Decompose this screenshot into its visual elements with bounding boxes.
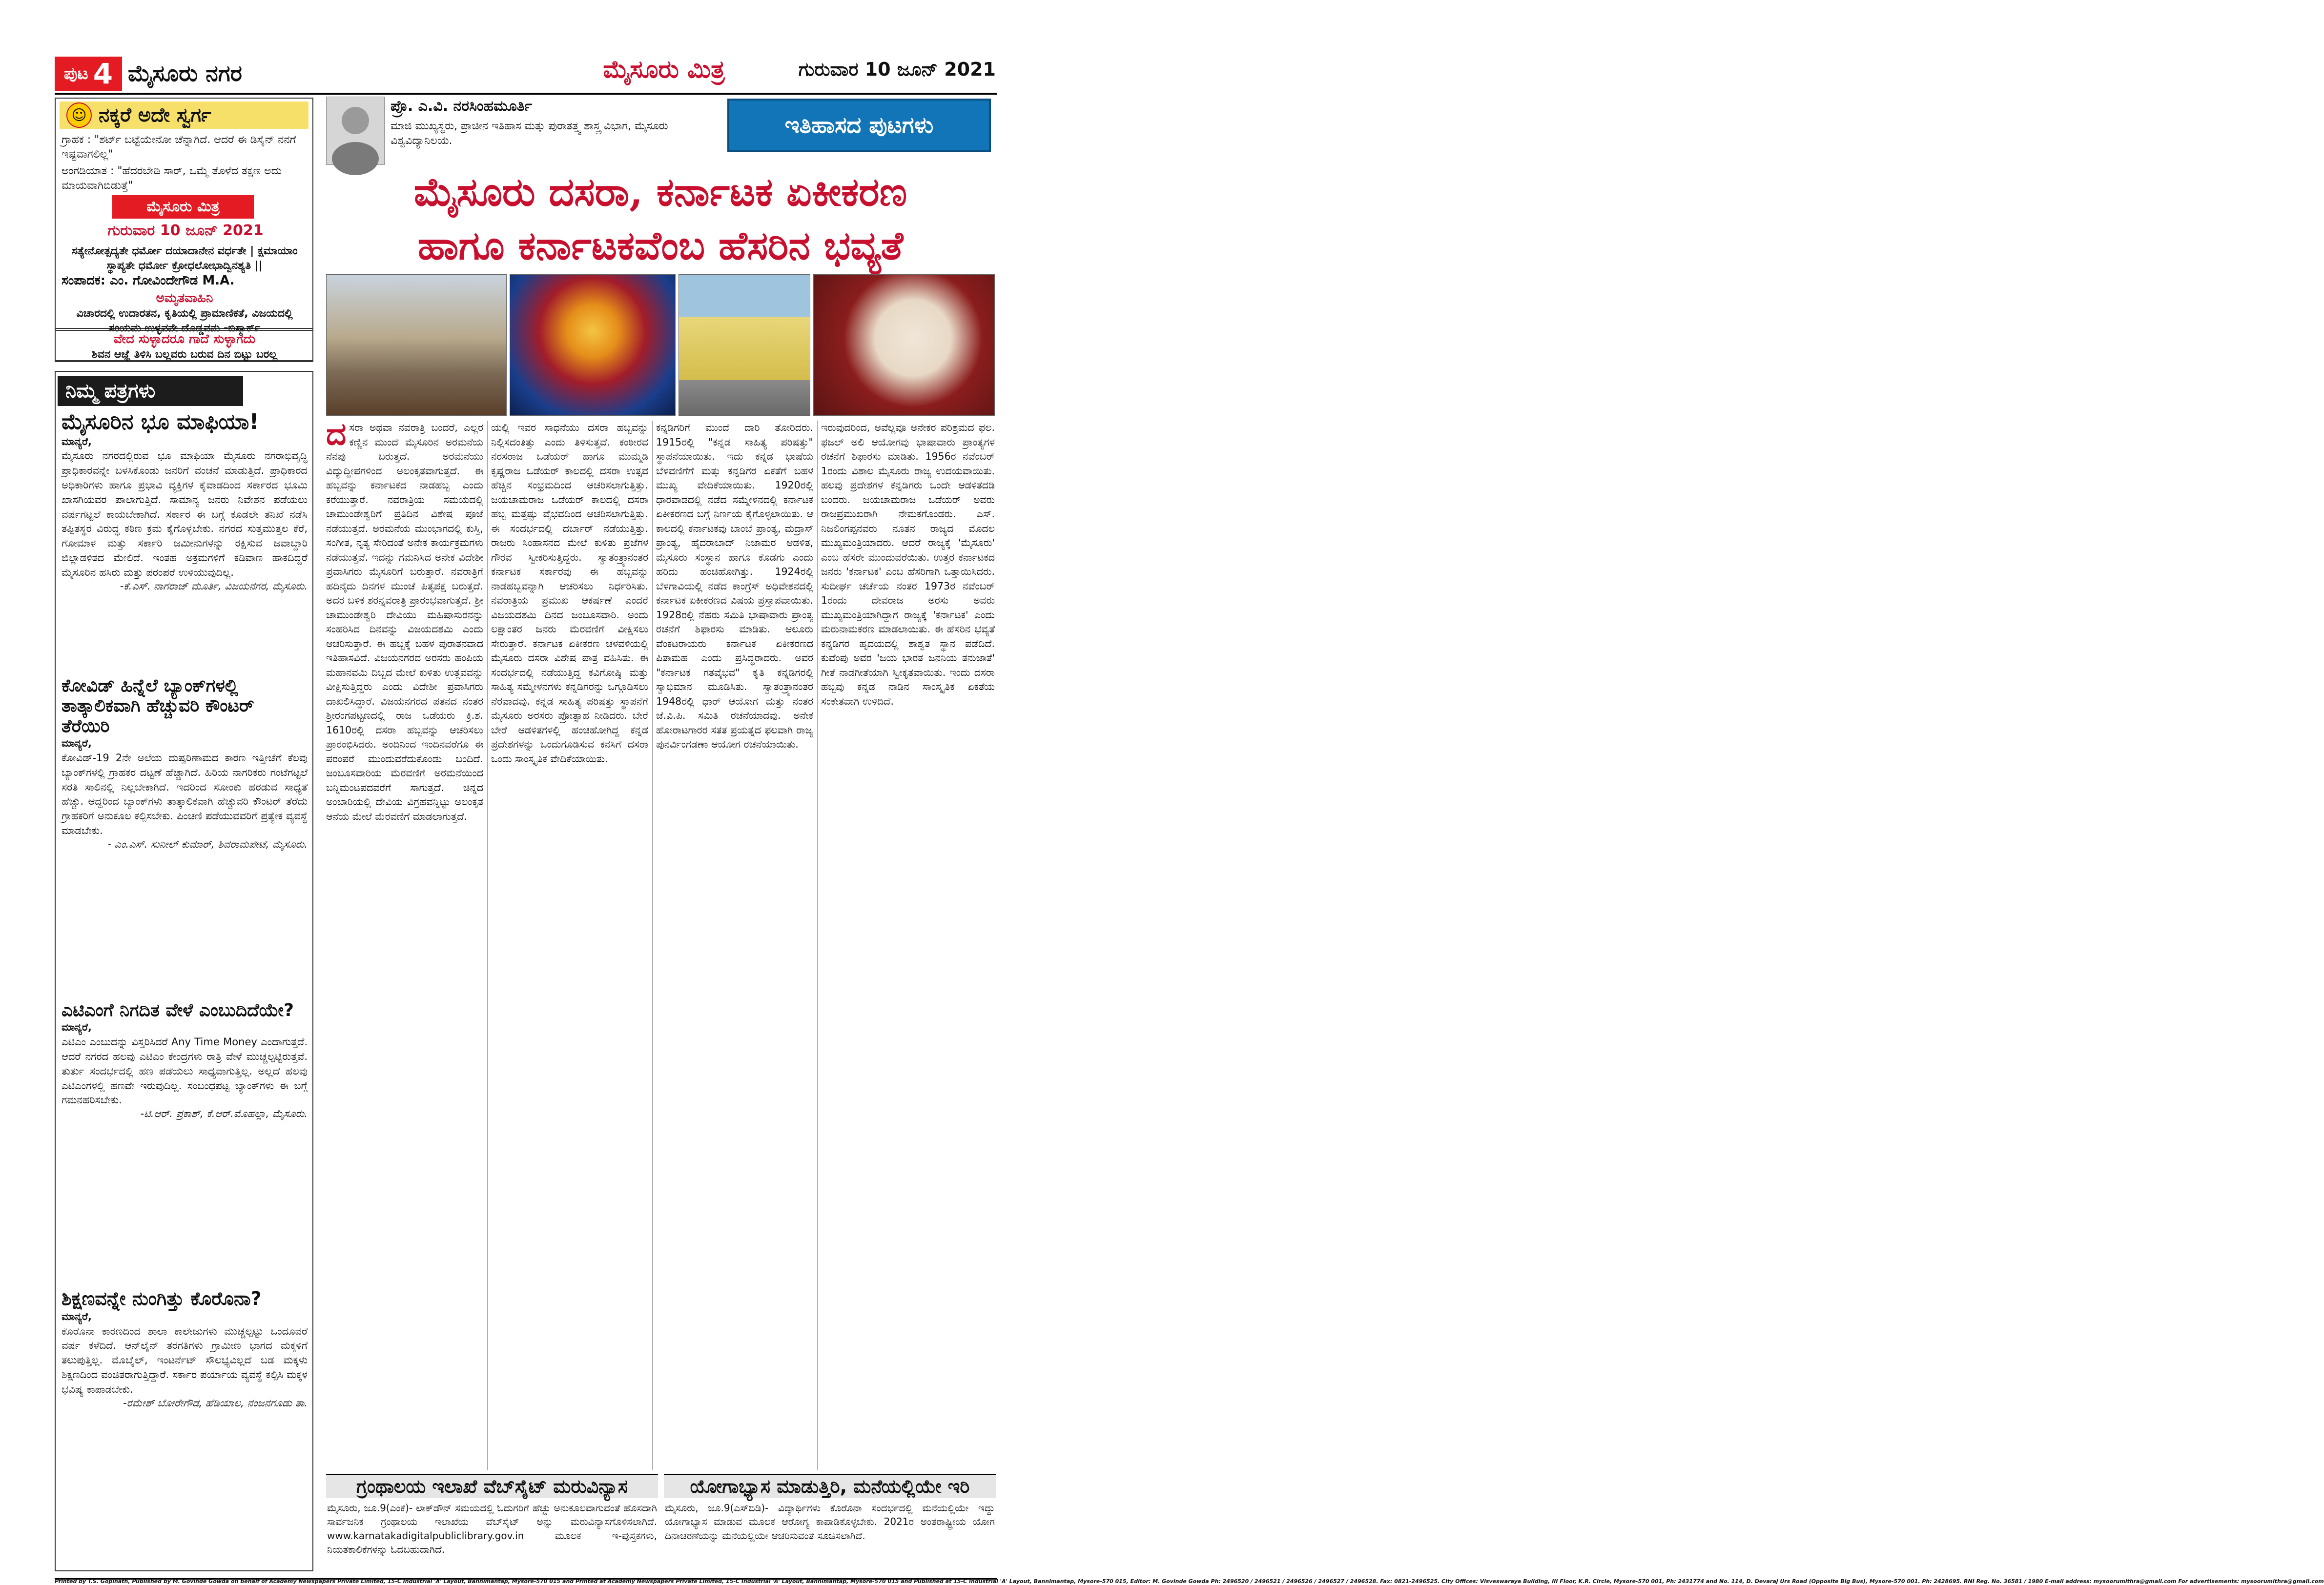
author-photo xyxy=(326,97,385,165)
letter-signature: -ಟಿ.ಆರ್. ಪ್ರಕಾಶ್, ಕೆ.ಆರ್.ಮೊಹಲ್ಲಾ, ಮೈಸೂರು. xyxy=(140,1108,308,1120)
person-silhouette-icon xyxy=(327,97,384,164)
article-headline xyxy=(326,165,995,274)
humor-box-header xyxy=(60,102,308,129)
article-column-4: ಇರುವುದರಿಂದ, ಅವೆಲ್ಲವೂ ಅನೇಕರ ಪರಿಶ್ರಮದ ಫಲ. ಫಜಲ್ ಅಲಿ ಆಯೋಗವು ಭಾಷಾವಾರು ಪ್ರಾಂತ್ಯಗಳ ರಚನೆಗೆ ಶಿಫಾರಸು ಮಾಡಿತು. 1956ರ ನವೆಂಬರ್ 1ರಂದು ವಿಶಾಲ ಮೈಸೂರು ರಾಜ್ಯ ಉದಯವಾಯಿತು. ಹಲವು ಪ್ರದೇಶಗಳ ಕನ್ನಡಿಗರು ಒಂದೇ ಆಡಳಿತದಡಿ ಬಂದರು. ಜಯಚಾಮರಾಜ ಒಡೆಯರ್ ಅವರು ರಾಜಪ್ರಮುಖರಾಗಿ ನೇಮಕಗೊಂಡರು. ಎಸ್. ನಿಜಲಿಂಗಪ್ಪನವರು ನೂತನ ರಾಜ್ಯದ ಮೊದಲ ಮುಖ್ಯಮಂತ್ರಿಯಾದರು. ಆದರೆ ರಾಜ್ಯಕ್ಕೆ 'ಮೈಸೂರು' ಎಂಬ ಹೆಸರೇ ಮುಂದುವರೆಯಿತು. ಉತ್ತರ ಕರ್ನಾಟಕದ ಜನರು 'ಕರ್ನಾಟಕ' ಎಂಬ ಹೆಸರಿಗಾಗಿ ಒತ್ತಾಯಿಸಿದರು. ಸುದೀರ್ಘ ಚರ್ಚೆಯ ನಂತರ 1973ರ ನವೆಂಬರ್ 1ರಂದು ದೇವರಾಜ ಅರಸು ಅವರು ಮುಖ್ಯಮಂತ್ರಿಯಾಗಿದ್ದಾಗ ರಾಜ್ಯಕ್ಕೆ 'ಕರ್ನಾಟಕ' ಎಂದು ಮರುನಾಮಕರಣ ಮಾಡಲಾಯಿತು. ಈ ಹೆಸರಿನ ಭವ್ಯತೆ ಕನ್ನಡಿಗರ ಹೃದಯದಲ್ಲಿ ಶಾಶ್ವತ ಸ್ಥಾನ ಪಡೆದಿದೆ. ಕುವೆಂಪು ಅವರ 'ಜಯ ಭಾರತ ಜನನಿಯ ತನುಜಾತೆ' ಗೀತೆ ನಾಡಗೀತೆಯಾಗಿ ಸ್ವೀಕೃತವಾಯಿತು. ಇಂದು ದಸರಾ ಹಬ್ಬವು ಕನ್ನಡ ನಾಡಿನ ಸಾಂಸ್ಕೃತಿಕ ಏಕತೆಯ ಸಂಕೇತವಾಗಿ ಉಳಿದಿದೆ. xyxy=(821,422,995,707)
author-name: ಪ್ರೊ. ಎ.ವಿ. ನರಸಿಂಹಮೂರ್ತಿ xyxy=(391,98,533,115)
footer-spacer xyxy=(55,1532,997,1581)
letter-title: ಮೈಸೂರಿನ ಭೂ ಮಾಫಿಯಾ! xyxy=(62,409,259,434)
humor-box-title: ನಕ್ಕರೆ ಅದೇ ಸ್ವರ್ಗ xyxy=(99,104,211,126)
page-number: 4 xyxy=(93,57,113,90)
editor-line: ಸಂಪಾದಕ: ಎಂ. ಗೋವಿಂದೇಗೌಡ M.A. xyxy=(62,273,235,288)
footer-imprint: Printed by T.S. Gopinath, Published by M. Govinde Gowda on behalf of Academy Newspapers Private Limited, 15-C Industrial 'A' Layout, Bannimantap, Mysore-570 015 and Printed at Academy Newspapers Private Limited, 15-C Industrial 'A' Layout, Bannimantap, Mysore-570 015 and Published at 15-C Industrial 'A' Layout, Bannimantap, Mysore-570 015, Editor: M. Govinde Gowda Ph: 2496520 / 2496521 / 2496526 / 2496527 / 2496528. Fax: 0821-2496525. City Offices: Visveswaraya Building, III Floor, K.R. Circle, Mysore-570 001, Ph: 2431774 and No. 114, D. Devaraj Urs Road (Opposite Big Bus), Mysore-570 001. Ph: 2428695. RNI Reg. No. 36581 / 1980 E-mail address: mysoorumithra@gmail.com For advertisements: mysoorumithra@gmail.com xyxy=(55,1578,2324,1585)
letter-title: ಶಿಕ್ಷಣವನ್ನೇ ನುಂಗಿತ್ತು ಕೊರೊನಾ? xyxy=(62,1288,262,1309)
letter-item xyxy=(62,1288,308,1409)
letter-signature: -ರಮೇಶ್ ಬೋರೇಗೌಡ, ಹೆಡಿಯಾಲ, ನಂಜನಗೂಡು ತಾ. xyxy=(123,1397,308,1409)
letter-body: ಮೈಸೂರು ನಗರದಲ್ಲಿರುವ ಭೂ ಮಾಫಿಯಾ ಮೈಸೂರು ನಗರಾಭಿವೃದ್ಧಿ ಪ್ರಾಧಿಕಾರವನ್ನೇ ಬಳಸಿಕೊಂಡು ಜನರಿಗೆ ವಂಚನೆ ಮಾಡುತ್ತಿದೆ. ಪ್ರಾಧಿಕಾರದ ಅಧಿಕಾರಿಗಳು ಹಾಗೂ ಪ್ರಭಾವಿ ವ್ಯಕ್ತಿಗಳ ಕೈವಾಡದಿಂದ ಸರ್ಕಾರದ ಭೂಮಿ ಖಾಸಗಿಯವರ ಪಾಲಾಗುತ್ತಿದೆ. ಸಾಮಾನ್ಯ ಜನರು ನಿವೇಶನ ಪಡೆಯಲು ವರ್ಷಗಟ್ಟಲೆ ಕಾಯಬೇಕಾಗಿದೆ. ಸರ್ಕಾರ ಈ ಬಗ್ಗೆ ಕೂಡಲೇ ತನಿಖೆ ನಡೆಸಿ ತಪ್ಪಿತಸ್ಥರ ವಿರುದ್ಧ ಕಠಿಣ ಕ್ರಮ ಕೈಗೊಳ್ಳಬೇಕು. ನಗರದ ಸುತ್ತಮುತ್ತಲ ಕೆರೆ, ಗೋಮಾಳ ಮತ್ತು ಸರ್ಕಾರಿ ಜಮೀನುಗಳನ್ನು ರಕ್ಷಿಸುವ ಜವಾಬ್ದಾರಿ ಜಿಲ್ಲಾಡಳಿತದ ಮೇಲಿದೆ. ಇಂತಹ ಅಕ್ರಮಗಳಿಗೆ ಕಡಿವಾಣ ಹಾಕದಿದ್ದರೆ ಮೈಸೂರಿನ ಹಸಿರು ಮತ್ತು ಪರಂಪರೆ ಉಳಿಯುವುದಿಲ್ಲ. xyxy=(62,450,308,578)
proverb-text: ಶಿವನ ಆಜ್ಞೆ ತಿಳಿಸಿ ಬಲ್ಲವರು ಬರುವ ದಿನ ಬಿಟ್ಟು ಬರಲ್ಲ xyxy=(91,348,278,361)
library-news-text: ಮೈಸೂರು, ಜೂ.9(ಎಂಕೆ)- ಲಾಕ್‌ಡೌನ್ ಸಮಯದಲ್ಲಿ ಓದುಗರಿಗೆ ಹೆಚ್ಚು ಅನುಕೂಲವಾಗುವಂತೆ ಹೊಸದಾಗಿ ಸಾರ್ವಜನಿಕ ಗ್ರಂಥಾಲಯ ಇಲಾಖೆಯ ವೆಬ್‌ಸೈಟ್ ಅನ್ನು ಮರುವಿನ್ಯಾಸಗೊಳಿಸಲಾಗಿದೆ. www.karnatakadigitalpubliclibrary.gov.in ಮೂಲಕ ಇ-ಪುಸ್ತಕಗಳು, ನಿಯತಕಾಲಿಕೆಗಳನ್ನು ಓದಬಹುದಾಗಿದೆ. xyxy=(327,1502,657,1556)
page-number-tag xyxy=(55,57,122,91)
letter-salutation: ಮಾನ್ಯರೆ, xyxy=(62,435,92,447)
letter-signature: - ಎಂ.ಎಸ್. ಸುನೀಲ್ ಕುಮಾರ್, ಶಿವರಾಮಪೇಟೆ, ಮೈಸೂರು. xyxy=(107,838,308,850)
amrutavahini-text: ವಿಚಾರದಲ್ಲಿ ಉದಾರತನ, ಕೃತಿಯಲ್ಲಿ ಪ್ರಾಮಾಣಿಕತೆ, ವಿಜಯದಲ್ಲಿ ಸಂಯಮ ಉಳ್ಳವನೇ ದೊಡ್ಡವನು -ಬಿಸ್ಮಾರ್ಕ್ xyxy=(76,307,293,334)
letter-body: ಎಟಿಎಂ ಎಂಬುದನ್ನು ವಿಸ್ತರಿಸಿದರೆ Any Time Money ಎಂದಾಗುತ್ತದೆ. ಆದರೆ ನಗರದ ಹಲವು ಎಟಿಎಂ ಕೇಂದ್ರಗಳು ರಾತ್ರಿ ವೇಳೆ ಮುಚ್ಚಲ್ಪಟ್ಟಿರುತ್ತವೆ. ತುರ್ತು ಸಂದರ್ಭದಲ್ಲಿ ಹಣ ಪಡೆಯಲು ಸಾಧ್ಯವಾಗುತ್ತಿಲ್ಲ. ಅಲ್ಲದೆ ಹಲವು ಎಟಿಎಂಗಳಲ್ಲಿ ಹಣವೇ ಇರುವುದಿಲ್ಲ. ಸಂಬಂಧಪಟ್ಟ ಬ್ಯಾಂಕ್‌ಗಳು ಈ ಬಗ್ಗೆ ಗಮನಹರಿಸಬೇಕು. xyxy=(62,1036,308,1106)
drop-cap: ದ xyxy=(326,416,347,452)
goddess-idol-photo xyxy=(510,274,676,416)
column-rule xyxy=(487,421,488,1470)
letter-body: ಕೊರೊನಾ ಕಾರಣದಿಂದ ಶಾಲಾ ಕಾಲೇಜುಗಳು ಮುಚ್ಚಲ್ಪಟ್ಟು ಒಂದೂವರೆ ವರ್ಷ ಕಳೆದಿದೆ. ಆನ್‌ಲೈನ್ ತರಗತಿಗಳು ಗ್ರಾಮೀಣ ಭಾಗದ ಮಕ್ಕಳಿಗೆ ತಲುಪುತ್ತಿಲ್ಲ. ಮೊಬೈಲ್, ಇಂಟರ್ನೆಟ್ ಸೌಲಭ್ಯವಿಲ್ಲದೆ ಬಡ ಮಕ್ಕಳು ಶಿಕ್ಷಣದಿಂದ ವಂಚಿತರಾಗುತ್ತಿದ್ದಾರೆ. ಸರ್ಕಾರ ಪರ್ಯಾಯ ವ್ಯವಸ್ಥೆ ಕಲ್ಪಿಸಿ ಮಕ್ಕಳ ಭವಿಷ್ಯ ಕಾಪಾಡಬೇಕು. xyxy=(62,1325,308,1395)
section-name: ಮೈಸೂರು ನಗರ xyxy=(128,60,242,86)
letter-salutation: ಮಾನ್ಯರೆ, xyxy=(62,1310,92,1322)
dasara-procession-photo xyxy=(326,274,507,416)
motto: ಸತ್ಯೇನೋತ್ಪದ್ಯತೇ ಧರ್ಮೋ ದಯಾದಾನೇನ ವರ್ಧತೇ | ಕ್ಷಮಾಯಾಂ ಸ್ಥಾಪ್ಯತೇ ಧರ್ಮೋ ಕ್ರೋಧಲೋಭಾದ್ವಿನಶ್ಯತಿ || xyxy=(71,245,298,272)
letter-body: ಕೋವಿಡ್-19 2ನೇ ಅಲೆಯ ದುಷ್ಪರಿಣಾಮದ ಕಾರಣ ಇತ್ತೀಚೆಗೆ ಕೆಲವು ಬ್ಯಾಂಕ್‌ಗಳಲ್ಲಿ ಗ್ರಾಹಕರ ದಟ್ಟಣೆ ಹೆಚ್ಚಾಗಿದೆ. ಹಿರಿಯ ನಾಗರಿಕರು ಗಂಟೆಗಟ್ಟಲೆ ಸರತಿ ಸಾಲಿನಲ್ಲಿ ನಿಲ್ಲಬೇಕಾಗಿದೆ. ಇದರಿಂದ ಸೋಂಕು ಹರಡುವ ಸಾಧ್ಯತೆ ಹೆಚ್ಚು. ಆದ್ದರಿಂದ ಬ್ಯಾಂಕ್‌ಗಳು ತಾತ್ಕಾಲಿಕವಾಗಿ ಹೆಚ್ಚುವರಿ ಕೌಂಟರ್ ತೆರೆದು ಗ್ರಾಹಕರಿಗೆ ಅನುಕೂಲ ಕಲ್ಪಿಸಬೇಕು. ಪಿಂಚಣಿ ಪಡೆಯುವವರಿಗೆ ಪ್ರತ್ಯೇಕ ವ್ಯವಸ್ಥೆ ಮಾಡಬೇಕು. xyxy=(62,752,308,837)
letter-signature: -ಕೆ.ಎಸ್. ನಾಗರಾಜ್ ಮೂರ್ತಿ, ವಿಜಯನಗರ, ಮೈಸೂರು. xyxy=(120,580,308,592)
letter-salutation: ಮಾನ್ಯರೆ, xyxy=(62,1021,92,1034)
dateline: ಗುರುವಾರ 10 ಜೂನ್ 2021 xyxy=(798,59,996,80)
portrait-photo xyxy=(813,274,995,416)
mini-masthead: ಮೈಸೂರು ಮಿತ್ರ xyxy=(112,195,254,219)
article-column-1-text: ಸರಾ ಅಥವಾ ನವರಾತ್ರಿ ಬಂದರೆ, ಎಲ್ಲರ ಕಣ್ಣಿನ ಮುಂದೆ ಮೈಸೂರಿನ ಅರಮನೆಯ ನೆನಪು ಬರುತ್ತದೆ. ಅರಮನೆಯು ವಿದ್ಯುದ್ದೀಪಗಳಿಂದ ಅಲಂಕೃತವಾಗುತ್ತದೆ. ಈ ಹಬ್ಬವನ್ನು ಕರ್ನಾಟಕದ ನಾಡಹಬ್ಬ ಎಂದು ಕರೆಯುತ್ತಾರೆ. ನವರಾತ್ರಿಯ ಸಮಯದಲ್ಲಿ ಚಾಮುಂಡೇಶ್ವರಿಗೆ ಪ್ರತಿದಿನ ವಿಶೇಷ ಪೂಜೆ ನಡೆಯುತ್ತದೆ. ಅರಮನೆಯ ಮುಂಭಾಗದಲ್ಲಿ ಕುಸ್ತಿ, ಸಂಗೀತ, ನೃತ್ಯ ಸೇರಿದಂತೆ ಅನೇಕ ಕಾರ್ಯಕ್ರಮಗಳು ನಡೆಯುತ್ತವೆ. ಇದನ್ನು ಗಮನಿಸಿದ ಅನೇಕ ವಿದೇಶೀ ಪ್ರವಾಸಿಗರು ಮೈಸೂರಿಗೆ ಬರುತ್ತಾರೆ. ನವರಾತ್ರಿಗೆ ಹದಿನೈದು ದಿನಗಳ ಮುಂಚೆ ಪಿತೃಪಕ್ಷ ಬರುತ್ತದೆ. ಅದರ ಬಳಿಕ ಶರನ್ನವರಾತ್ರಿ ಪ್ರಾರಂಭವಾಗುತ್ತದೆ. ಶ್ರೀ ಚಾಮುಂಡೇಶ್ವರಿ ದೇವಿಯು ಮಹಿಷಾಸುರನನ್ನು ಸಂಹರಿಸಿದ ದಿನವನ್ನು ವಿಜಯದಶಮಿ ಎಂದು ಆಚರಿಸುತ್ತಾರೆ. ಈ ಹಬ್ಬಕ್ಕೆ ಬಹಳ ಪುರಾತನವಾದ ಇತಿಹಾಸವಿದೆ. ವಿಜಯನಗರದ ಅರಸರು ಹಂಪಿಯ ಮಹಾನವಮಿ ದಿಬ್ಬದ ಮೇಲೆ ಕುಳಿತು ಉತ್ಸವವನ್ನು ವೀಕ್ಷಿಸುತ್ತಿದ್ದರು ಎಂದು ವಿದೇಶೀ ಪ್ರವಾಸಿಗರು ದಾಖಲಿಸಿದ್ದಾರೆ. ವಿಜಯನಗರದ ಪತನದ ನಂತರ ಶ್ರೀರಂಗಪಟ್ಟಣದಲ್ಲಿ ರಾಜ ಒಡೆಯರು ಕ್ರಿ.ಶ. 1610ರಲ್ಲಿ ದಸರಾ ಹಬ್ಬವನ್ನು ಆಚರಿಸಲು ಪ್ರಾರಂಭಿಸಿದರು. ಅಂದಿನಿಂದ ಇಂದಿನವರೆಗೂ ಈ ಪರಂಪರೆ ಮುಂದುವರೆದುಕೊಂಡು ಬಂದಿದೆ. ಜಂಬೂಸವಾರಿಯ ಮೆರವಣಿಗೆ ಅರಮನೆಯಿಂದ ಬನ್ನಿಮಂಟಪದವರೆಗೆ ಸಾಗುತ್ತದೆ. ಚಿನ್ನದ ಅಂಬಾರಿಯಲ್ಲಿ ದೇವಿಯ ವಿಗ್ರಹವನ್ನಿಟ್ಟು ಅಲಂಕೃತ ಆನೆಯ ಮೇಲೆ ಮೆರವಣಿಗೆ ಮಾಡಲಾಗುತ್ತದೆ. xyxy=(326,422,483,822)
parishat-building-photo xyxy=(679,274,810,416)
letters-section-title: ನಿಮ್ಮ ಪತ್ರಗಳು xyxy=(58,376,243,406)
laughing-face-icon: ☺ xyxy=(66,102,92,128)
series-label: ಇತಿಹಾಸದ ಪುಟಗಳು xyxy=(727,99,991,152)
headline-line-1: ಮೈಸೂರು ದಸರಾ, ಕರ್ನಾಟಕ ಏಕೀಕರಣ xyxy=(413,169,907,215)
author-description: ಮಾಜಿ ಮುಖ್ಯಸ್ಥರು, ಪ್ರಾಚೀನ ಇತಿಹಾಸ ಮತ್ತು ಪುರಾತತ್ತ್ವ ಶಾಸ್ತ್ರ ವಿಭಾಗ, ಮೈಸೂರು ವಿಶ್ವವಿದ್ಯಾನಿಲಯ. xyxy=(391,120,668,147)
letter-item xyxy=(62,1000,308,1120)
joke-line-1: ಗ್ರಾಹಕ : "ಶರ್ಟ್ ಬಟ್ಟೆಯೇನೋ ಚೆನ್ನಾಗಿದೆ. ಆದರೆ ಈ ಡಿಸೈನ್ ನನಗೆ ಇಷ್ಟವಾಗಲಿಲ್ಲ" xyxy=(62,134,296,161)
proverb-title: ವೇದ ಸುಳ್ಳಾದರೂ ಗಾದೆ ಸುಳ್ಳಾಗದು xyxy=(113,332,256,346)
yoga-news-title: ಯೋಗಾಭ್ಯಾಸ ಮಾಡುತ್ತಿರಿ, ಮನೆಯಲ್ಲಿಯೇ ಇರಿ xyxy=(664,1474,996,1498)
library-news-title: ಗ್ರಂಥಾಲಯ ಇಲಾಖೆ ವೆಬ್‌ಸೈಟ್ ಮರುವಿನ್ಯಾಸ xyxy=(326,1474,658,1498)
letter-salutation: ಮಾನ್ಯರೆ, xyxy=(62,737,92,750)
yoga-news-text: ಮೈಸೂರು, ಜೂ.9(ಎಸ್‌ಬಿಡಿ)- ವಿದ್ಯಾರ್ಥಿಗಳು ಕೊರೊನಾ ಸಂದರ್ಭದಲ್ಲಿ ಮನೆಯಲ್ಲಿಯೇ ಇದ್ದು ಯೋಗಾಭ್ಯಾಸ ಮಾಡುವ ಮೂಲಕ ಆರೋಗ್ಯ ಕಾಪಾಡಿಕೊಳ್ಳಬೇಕು. 2021ರ ಅಂತರಾಷ್ಟ್ರೀಯ ಯೋಗ ದಿನಾಚರಣೆಯನ್ನು ಮನೆಯಲ್ಲಿಯೇ ಆಚರಿಸುವಂತೆ ಸೂಚಿಸಲಾಗಿದೆ. xyxy=(665,1502,995,1542)
article-column-3: ಕನ್ನಡಿಗರಿಗೆ ಮುಂದೆ ದಾರಿ ತೋರಿದರು. 1915ರಲ್ಲಿ "ಕನ್ನಡ ಸಾಹಿತ್ಯ ಪರಿಷತ್ತು" ಸ್ಥಾಪನೆಯಾಯಿತು. ಇದು ಕನ್ನಡ ಭಾಷೆಯ ಬೆಳವಣಿಗೆಗೆ ಮತ್ತು ಕನ್ನಡಿಗರ ಏಕತೆಗೆ ಬಹಳ ಮುಖ್ಯ ವೇದಿಕೆಯಾಯಿತು. 1920ರಲ್ಲಿ ಧಾರವಾಡದಲ್ಲಿ ನಡೆದ ಸಮ್ಮೇಳನದಲ್ಲಿ ಕರ್ನಾಟಕ ಏಕೀಕರಣದ ಬಗ್ಗೆ ನಿರ್ಣಯ ಕೈಗೊಳ್ಳಲಾಯಿತು. ಆ ಕಾಲದಲ್ಲಿ ಕರ್ನಾಟಕವು ಬಾಂಬೆ ಪ್ರಾಂತ್ಯ, ಮದ್ರಾಸ್ ಪ್ರಾಂತ್ಯ, ಹೈದರಾಬಾದ್ ನಿಜಾಮರ ಆಡಳಿತ, ಮೈಸೂರು ಸಂಸ್ಥಾನ ಹಾಗೂ ಕೊಡಗು ಎಂದು ಹರಿದು ಹಂಚಿಹೋಗಿತ್ತು. 1924ರಲ್ಲಿ ಬೆಳಗಾವಿಯಲ್ಲಿ ನಡೆದ ಕಾಂಗ್ರೆಸ್ ಅಧಿವೇಶನದಲ್ಲಿ ಕರ್ನಾಟಕ ಏಕೀಕರಣದ ವಿಷಯ ಪ್ರಸ್ತಾಪವಾಯಿತು. 1928ರಲ್ಲಿ ನೆಹರು ಸಮಿತಿ ಭಾಷಾವಾರು ಪ್ರಾಂತ್ಯ ರಚನೆಗೆ ಶಿಫಾರಸು ಮಾಡಿತು. ಆಲೂರು ವೆಂಕಟರಾಯರು ಕರ್ನಾಟಕ ಏಕೀಕರಣದ ಪಿತಾಮಹ ಎಂದು ಪ್ರಸಿದ್ಧರಾದರು. ಅವರ "ಕರ್ನಾಟಕ ಗತವೈಭವ" ಕೃತಿ ಕನ್ನಡಿಗರಲ್ಲಿ ಸ್ವಾಭಿಮಾನ ಮೂಡಿಸಿತು. ಸ್ವಾತಂತ್ರ್ಯಾನಂತರ 1948ರಲ್ಲಿ ಧಾರ್ ಆಯೋಗ ಮತ್ತು ನಂತರ ಜೆ.ವಿ.ಪಿ. ಸಮಿತಿ ರಚನೆಯಾದವು. ಅನೇಕ ಹೋರಾಟಗಾರರ ಸತತ ಪ್ರಯತ್ನದ ಫಲವಾಗಿ ರಾಜ್ಯ ಪುನರ್ವಿಂಗಡಣಾ ಆಯೋಗ ರಚನೆಯಾಯಿತು. xyxy=(656,422,813,751)
letter-title: ಎಟಿಎಂಗೆ ನಿಗದಿತ ವೇಳೆ ಎಂಬುದಿದೆಯೇ? xyxy=(62,1000,294,1020)
joke-line-2: ಅಂಗಡಿಯಾತ : "ಹೆದರಬೇಡಿ ಸಾರ್, ಒಮ್ಮೆ ತೊಳೆದ ತಕ್ಷಣ ಅದು ಮಾಯವಾಗಿಬಿಡುತ್ತೆ" xyxy=(62,165,282,192)
headline-line-2: ಹಾಗೂ ಕರ್ನಾಟಕವೆಂಬ ಹೆಸರಿನ ಭವ್ಯತೆ xyxy=(417,223,904,269)
page-label: ಪುಟ xyxy=(63,64,88,83)
masthead: ಮೈಸೂರು ಮಿತ್ರ xyxy=(603,55,725,83)
column-rule xyxy=(652,421,653,1470)
amrutavahini-title: ಅಮೃತವಾಹಿನಿ xyxy=(156,291,213,305)
header-divider xyxy=(55,93,997,95)
column-rule xyxy=(817,421,818,1470)
article-column-2: ಯಲ್ಲಿ ಇವರ ಸಾಧನೆಯು ದಸರಾ ಹಬ್ಬವನ್ನು ನಿಲ್ಲಿಸದಂತಿತ್ತು ಎಂದು ತಿಳಿಸುತ್ತವೆ. ಕಂಠೀರವ ನರಸರಾಜ ಒಡೆಯರ್ ಹಾಗೂ ಮುಮ್ಮಡಿ ಕೃಷ್ಣರಾಜ ಒಡೆಯರ್ ಕಾಲದಲ್ಲಿ ದಸರಾ ಉತ್ಸವ ಹೆಚ್ಚಿನ ಸಂಭ್ರಮದಿಂದ ಆಚರಿಸಲಾಗುತ್ತಿತ್ತು. ಜಯಚಾಮರಾಜ ಒಡೆಯರ್ ಕಾಲದಲ್ಲಿ ದಸರಾ ಹಬ್ಬ ಮತ್ತಷ್ಟು ವೈಭವದಿಂದ ಆಚರಿಸಲಾಗುತ್ತಿತ್ತು. ಈ ಸಂದರ್ಭದಲ್ಲಿ ದರ್ಬಾರ್ ನಡೆಯುತ್ತಿತ್ತು. ರಾಜರು ಸಿಂಹಾಸನದ ಮೇಲೆ ಕುಳಿತು ಪ್ರಜೆಗಳ ಗೌರವ ಸ್ವೀಕರಿಸುತ್ತಿದ್ದರು. ಸ್ವಾತಂತ್ರ್ಯಾನಂತರ ಕರ್ನಾಟಕ ಸರ್ಕಾರವು ಈ ಹಬ್ಬವನ್ನು ನಾಡಹಬ್ಬವನ್ನಾಗಿ ಆಚರಿಸಲು ನಿರ್ಧರಿಸಿತು. ನವರಾತ್ರಿಯ ಪ್ರಮುಖ ಆಕರ್ಷಣೆ ಎಂದರೆ ವಿಜಯದಶಮಿ ದಿನದ ಜಂಬೂಸವಾರಿ. ಅಂದು ಲಕ್ಷಾಂತರ ಜನರು ಮೆರವಣಿಗೆ ವೀಕ್ಷಿಸಲು ಸೇರುತ್ತಾರೆ. ಕರ್ನಾಟಕ ಏಕೀಕರಣ ಚಳವಳಿಯಲ್ಲಿ ಮೈಸೂರು ದಸರಾ ವಿಶೇಷ ಪಾತ್ರ ವಹಿಸಿತು. ಈ ಸಂದರ್ಭದಲ್ಲಿ ನಡೆಯುತ್ತಿದ್ದ ಕವಿಗೋಷ್ಠಿ ಮತ್ತು ಸಾಹಿತ್ಯ ಸಮ್ಮೇಳನಗಳು ಕನ್ನಡಿಗರನ್ನು ಒಗ್ಗೂಡಿಸಲು ನೆರವಾದವು. ಕನ್ನಡ ಸಾಹಿತ್ಯ ಪರಿಷತ್ತು ಸ್ಥಾಪನೆಗೆ ಮೈಸೂರು ಅರಸರು ಪ್ರೋತ್ಸಾಹ ನೀಡಿದರು. ಬೇರೆ ಬೇರೆ ಆಡಳಿತಗಳಲ್ಲಿ ಹಂಚಿಹೋಗಿದ್ದ ಕನ್ನಡ ಪ್ರದೇಶಗಳನ್ನು ಒಂದುಗೂಡಿಸುವ ಕನಸಿಗೆ ದಸರಾ ಒಂದು ಸಾಂಸ್ಕೃತಿಕ ವೇದಿಕೆಯಾಯಿತು. xyxy=(491,422,648,765)
letter-item xyxy=(62,676,308,851)
letter-title: ಕೋವಿಡ್ ಹಿನ್ನೆಲೆ ಬ್ಯಾಂಕ್‌ಗಳಲ್ಲಿ ತಾತ್ಕಾಲಿಕವಾಗಿ ಹೆಚ್ಚುವರಿ ಕೌಂಟರ್ ತೆರೆಯಿರಿ xyxy=(62,676,254,736)
mini-date: ಗುರುವಾರ 10 ಜೂನ್ 2021 xyxy=(107,222,264,239)
article-column-1 xyxy=(326,416,483,1470)
letter-item xyxy=(62,410,308,592)
